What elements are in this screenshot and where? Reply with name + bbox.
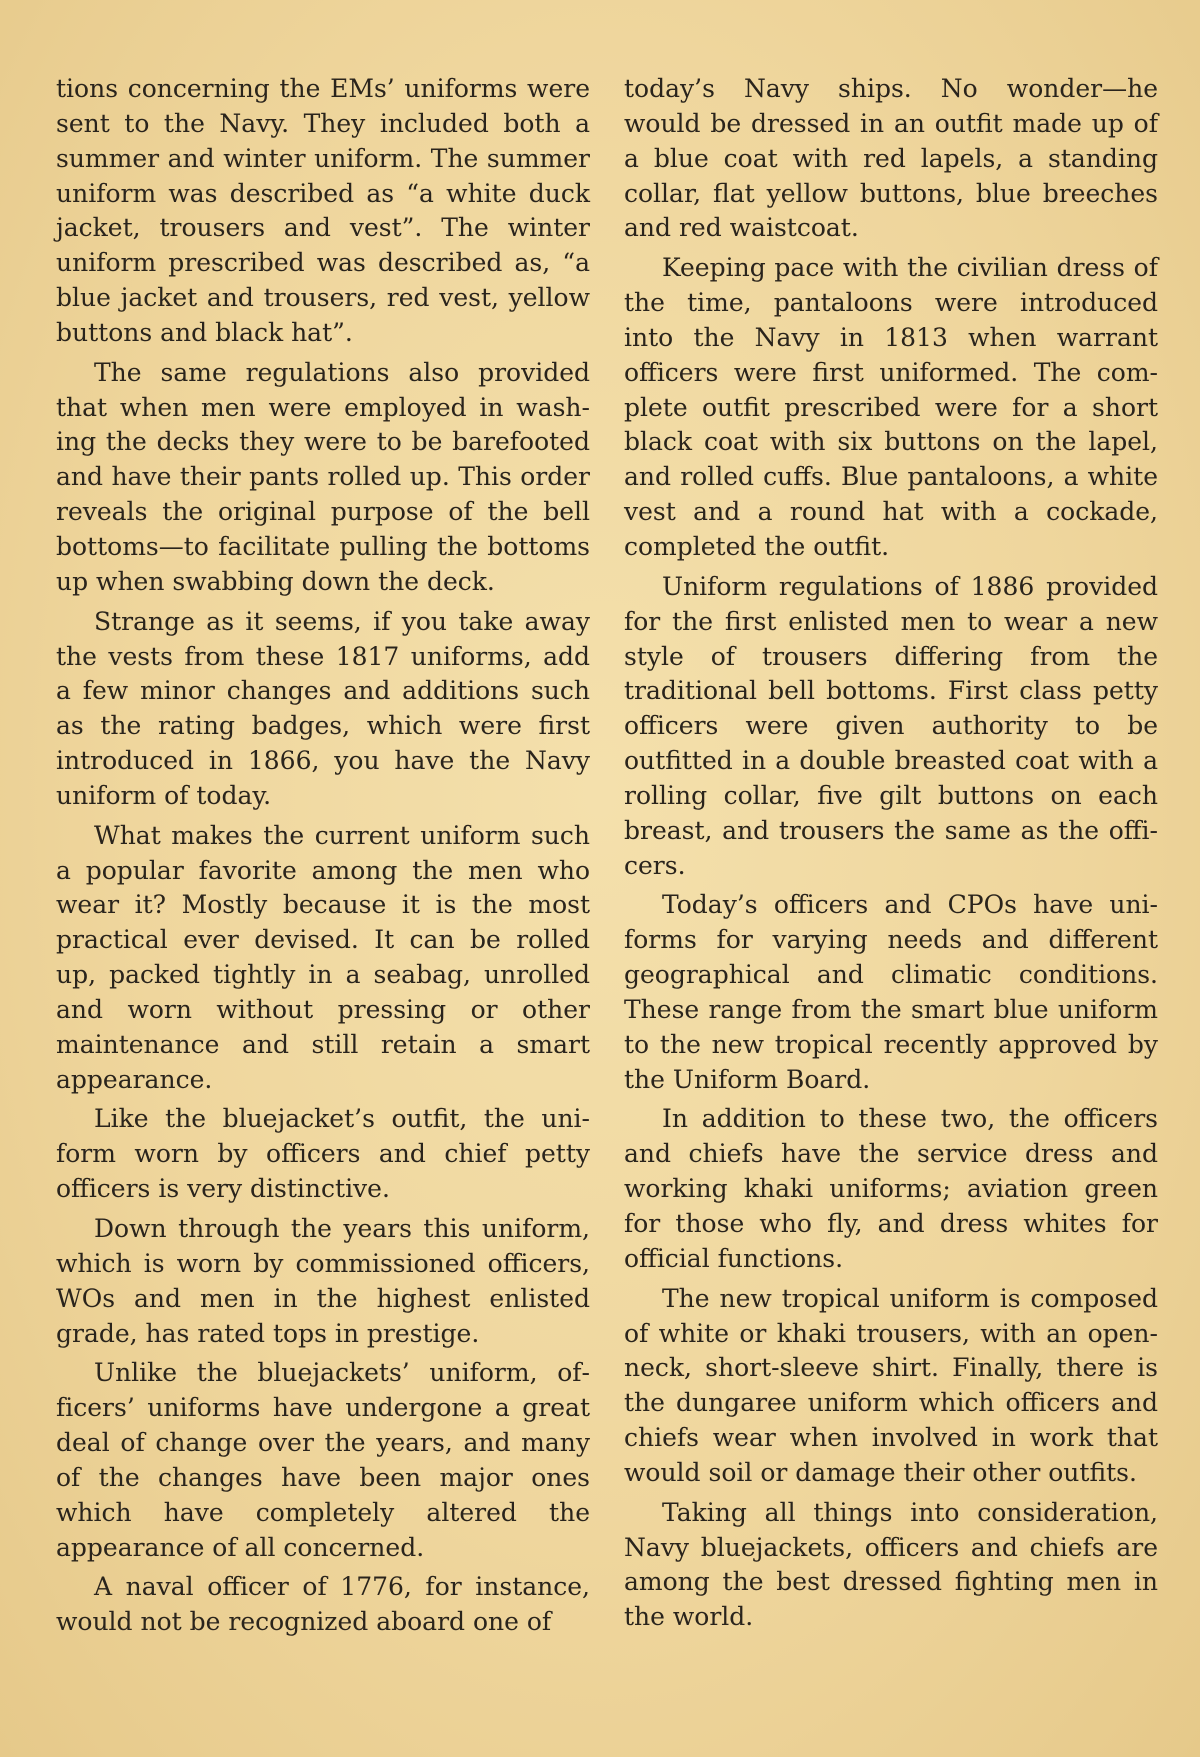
paragraph: Today’s officers and CPOs have uniforms for varying needs and different geographical and climatic conditions. These range from the smart blue uniform to the new tropical recently approved by the Uniform Board. [624, 890, 1158, 1094]
paragraph: Like the bluejacket’s outfit, the uniform worn by officers and chief petty officers is very distinctive. [56, 1104, 590, 1204]
paragraph: The new tropical uniform is composed of white or khaki trousers, with an open-neck, short-sleeve shirt. Finally, there is the dungaree uniform which officers and chiefs wear when involved in work that would soil or damage their other outfits. [624, 1283, 1158, 1487]
paragraph: The same regulations also provided that when men were employed in washing the decks they were to be barefooted and have their pants rolled up. This order reveals the original purpose of the bell bottoms—to facilitate pulling the bottoms up when swabbing down the deck. [56, 357, 590, 596]
paragraph: Keeping pace with the civilian dress of the time, pantaloons were introduced into the Navy in 1813 when warrant officers were first uniformed. The complete outfit prescribed were for a short black coat with six buttons on the lapel, and rolled cuffs. Blue pantaloons, a white vest and a round hat with a cockade, completed the outfit. [624, 253, 1158, 561]
paragraph: What makes the current uniform such a popular favorite among the men who wear it? Mostly because it is the most practical ever devised. It can be rolled up, packed tightly in a seabag, unrolled and worn without pressing or other maintenance and still retain a smart appearance. [56, 820, 590, 1094]
article-right-column [624, 72, 1158, 1640]
paragraph: tions concerning the EMs’ uniforms were sent to the Navy. They included both a summer and winter uniform. The summer uniform was described as “a white duck jacket, trousers and vest”. The winter uniform prescribed was described as, “a blue jacket and trousers, red vest, yellow buttons and black hat”. [56, 74, 590, 347]
paragraph: In addition to these two, the officers and chiefs have the service dress and working khaki uniforms; aviation green for those who fly, and dress whites for official functions. [624, 1104, 1158, 1273]
paragraph: Uniform regulations of 1886 provided for the first enlisted men to wear a new style of trousers differing from the traditional bell bottoms. First class petty officers were given authority to be outfitted in a double breasted coat with a rolling collar, five gilt buttons on each breast, and trousers the same as the officers. [624, 571, 1158, 880]
paragraph: today’s Navy ships. No wonder—he would be dressed in an outfit made up of a blue coat with red lapels, a standing collar, flat yellow buttons, blue breeches and red waistcoat. [624, 74, 1158, 243]
paragraph: A naval officer of 1776, for instance, would not be recognized aboard one of [56, 1572, 590, 1637]
paragraph: Down through the years this uniform, which is worn by commissioned officers, WOs and men in the highest enlisted grade, has rated tops in prestige. [56, 1214, 590, 1348]
paragraph: Taking all things into consideration, Navy bluejackets, officers and chiefs are among the best dressed fighting men in the world. [624, 1497, 1158, 1632]
article-left-column [56, 72, 590, 1645]
paragraph: Strange as it seems, if you take away the vests from these 1817 uniforms, add a few minor changes and additions such as the rating badges, which were first introduced in 1866, you have the Navy uniform of today. [56, 606, 590, 810]
paragraph: Unlike the bluejackets’ uniform, officers’ uniforms have undergone a great deal of change over the years, and many of the changes have been major ones which have completely altered the appearance of all concerned. [56, 1358, 590, 1562]
